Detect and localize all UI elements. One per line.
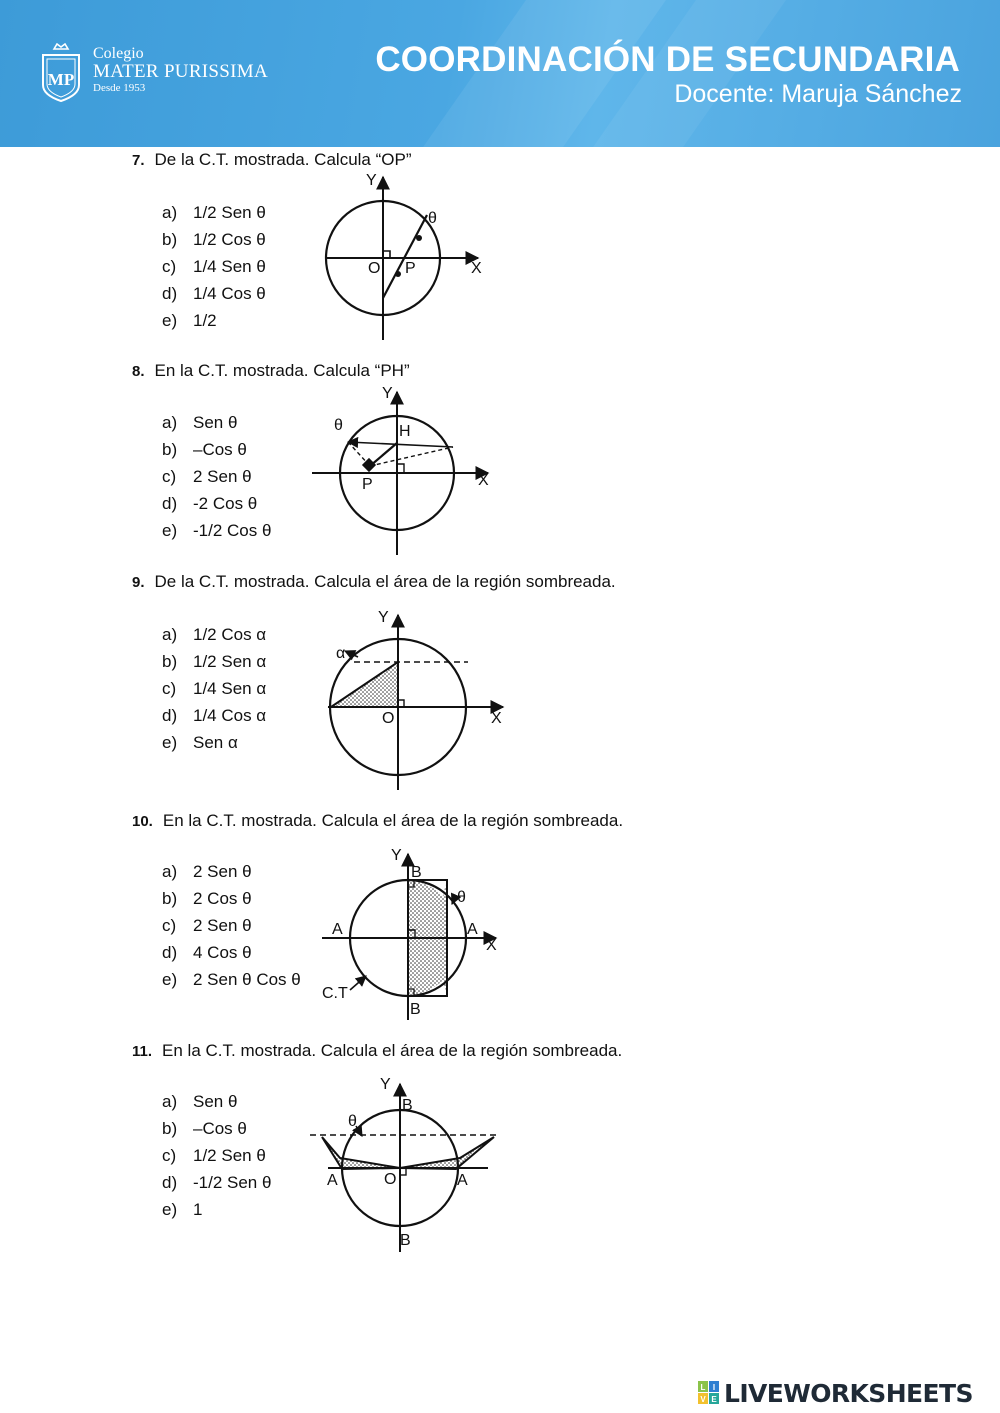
label-theta: θ	[348, 1113, 357, 1130]
option-d[interactable]: d) -2 Cos θ	[162, 494, 258, 513]
label-a-right: A	[457, 1172, 468, 1189]
option-b[interactable]: b) 1/2 Sen α	[162, 652, 267, 671]
label-a-right: A	[467, 921, 478, 938]
svg-text:V: V	[700, 1395, 706, 1404]
option-e[interactable]: e) -1/2 Cos θ	[162, 521, 272, 540]
crest-text: MP	[47, 70, 75, 89]
question-number: 9.	[132, 574, 145, 591]
label-x: X	[478, 472, 489, 489]
option-d[interactable]: d) 1/4 Cos θ	[162, 284, 266, 303]
options-q7	[162, 199, 266, 334]
option-c[interactable]: c) 1/4 Sen α	[162, 679, 267, 698]
label-b-top: B	[411, 864, 422, 881]
question-text: De la C.T. mostrada. Calcula “OP”	[154, 150, 412, 169]
options-q8	[162, 409, 271, 544]
label-ct: C.T	[322, 985, 348, 1002]
option-a[interactable]: a) 1/2 Sen θ	[162, 203, 266, 222]
label-b-top: B	[402, 1097, 413, 1114]
unit-circle-figure-q9	[300, 605, 520, 795]
option-c[interactable]: c) 2 Sen θ	[162, 916, 252, 935]
option-b[interactable]: b) 2 Cos θ	[162, 889, 252, 908]
option-d[interactable]: d) 4 Cos θ	[162, 943, 252, 962]
question-9	[132, 572, 616, 592]
label-theta: θ	[428, 210, 437, 227]
option-d[interactable]: d) 1/4 Cos α	[162, 706, 267, 725]
question-8	[132, 361, 410, 381]
option-e[interactable]: e) 1	[162, 1200, 203, 1219]
option-b[interactable]: b) –Cos θ	[162, 1119, 247, 1138]
question-number: 8.	[132, 363, 145, 380]
option-a[interactable]: a) Sen θ	[162, 413, 238, 432]
label-y: Y	[378, 609, 389, 626]
unit-circle-figure-q11	[300, 1070, 520, 1260]
svg-text:E: E	[711, 1395, 717, 1404]
options-q11	[162, 1088, 271, 1223]
question-11	[132, 1041, 622, 1061]
page-title: COORDINACIÓN DE SECUNDARIA	[375, 40, 960, 79]
liveworksheets-logo-icon	[698, 1381, 720, 1405]
label-a-left: A	[332, 921, 343, 938]
school-crest-icon	[40, 43, 82, 103]
question-number: 11.	[132, 1043, 153, 1060]
label-b-bottom: B	[410, 1001, 421, 1018]
option-e[interactable]: e) Sen α	[162, 733, 238, 752]
label-y: Y	[366, 172, 377, 189]
svg-text:L: L	[700, 1383, 706, 1392]
option-e[interactable]: e) 2 Sen θ Cos θ	[162, 970, 301, 989]
option-a[interactable]: a) 1/2 Cos α	[162, 625, 267, 644]
liveworksheets-brand-text: LIVEWORKSHEETS	[724, 1378, 973, 1408]
label-b-bottom: B	[400, 1232, 411, 1249]
school-name	[93, 46, 268, 94]
option-a[interactable]: a) Sen θ	[162, 1092, 238, 1111]
question-text: De la C.T. mostrada. Calcula el área de la región sombreada.	[154, 572, 616, 591]
label-h: H	[399, 423, 411, 440]
question-number: 10.	[132, 813, 153, 830]
question-text: En la C.T. mostrada. Calcula el área de la región sombreada.	[162, 811, 624, 830]
label-y: Y	[391, 847, 402, 864]
label-p: P	[405, 260, 416, 277]
school-line-2: MATER PURISSIMA	[93, 61, 269, 82]
label-o: O	[382, 710, 395, 727]
option-b[interactable]: b) –Cos θ	[162, 440, 247, 459]
option-d[interactable]: d) -1/2 Sen θ	[162, 1173, 272, 1192]
label-o: O	[368, 260, 381, 277]
school-line-1: Colegio	[93, 45, 144, 62]
svg-text:I: I	[712, 1383, 716, 1392]
label-y: Y	[380, 1076, 391, 1093]
label-p: P	[362, 476, 373, 493]
option-a[interactable]: a) 2 Sen θ	[162, 862, 252, 881]
label-x: X	[486, 937, 497, 954]
label-x: X	[491, 710, 502, 727]
question-10	[132, 811, 623, 831]
label-o: O	[384, 1171, 397, 1188]
label-y: Y	[382, 385, 393, 402]
page-header	[0, 0, 1000, 147]
option-c[interactable]: c) 1/4 Sen θ	[162, 257, 266, 276]
question-text: En la C.T. mostrada. Calcula “PH”	[154, 361, 410, 380]
label-x: X	[471, 260, 482, 277]
unit-circle-figure-q10	[300, 840, 520, 1030]
question-text: En la C.T. mostrada. Calcula el área de la región sombreada.	[162, 1041, 623, 1060]
unit-circle-figure-q7	[300, 165, 500, 345]
liveworksheets-branding	[698, 1378, 973, 1408]
unit-circle-figure-q8	[300, 380, 500, 560]
option-b[interactable]: b) 1/2 Cos θ	[162, 230, 266, 249]
question-number: 7.	[132, 152, 145, 169]
options-q10	[162, 858, 301, 993]
option-e[interactable]: e) 1/2	[162, 311, 217, 330]
label-theta: θ	[457, 889, 466, 906]
teacher-name: Docente: Maruja Sánchez	[674, 80, 962, 108]
label-alpha: α	[336, 645, 346, 662]
label-theta: θ	[334, 417, 343, 434]
option-c[interactable]: c) 2 Sen θ	[162, 467, 252, 486]
school-line-3: Desde 1953	[93, 82, 146, 94]
label-a-left: A	[327, 1172, 338, 1189]
option-c[interactable]: c) 1/2 Sen θ	[162, 1146, 266, 1165]
options-q9	[162, 621, 266, 756]
